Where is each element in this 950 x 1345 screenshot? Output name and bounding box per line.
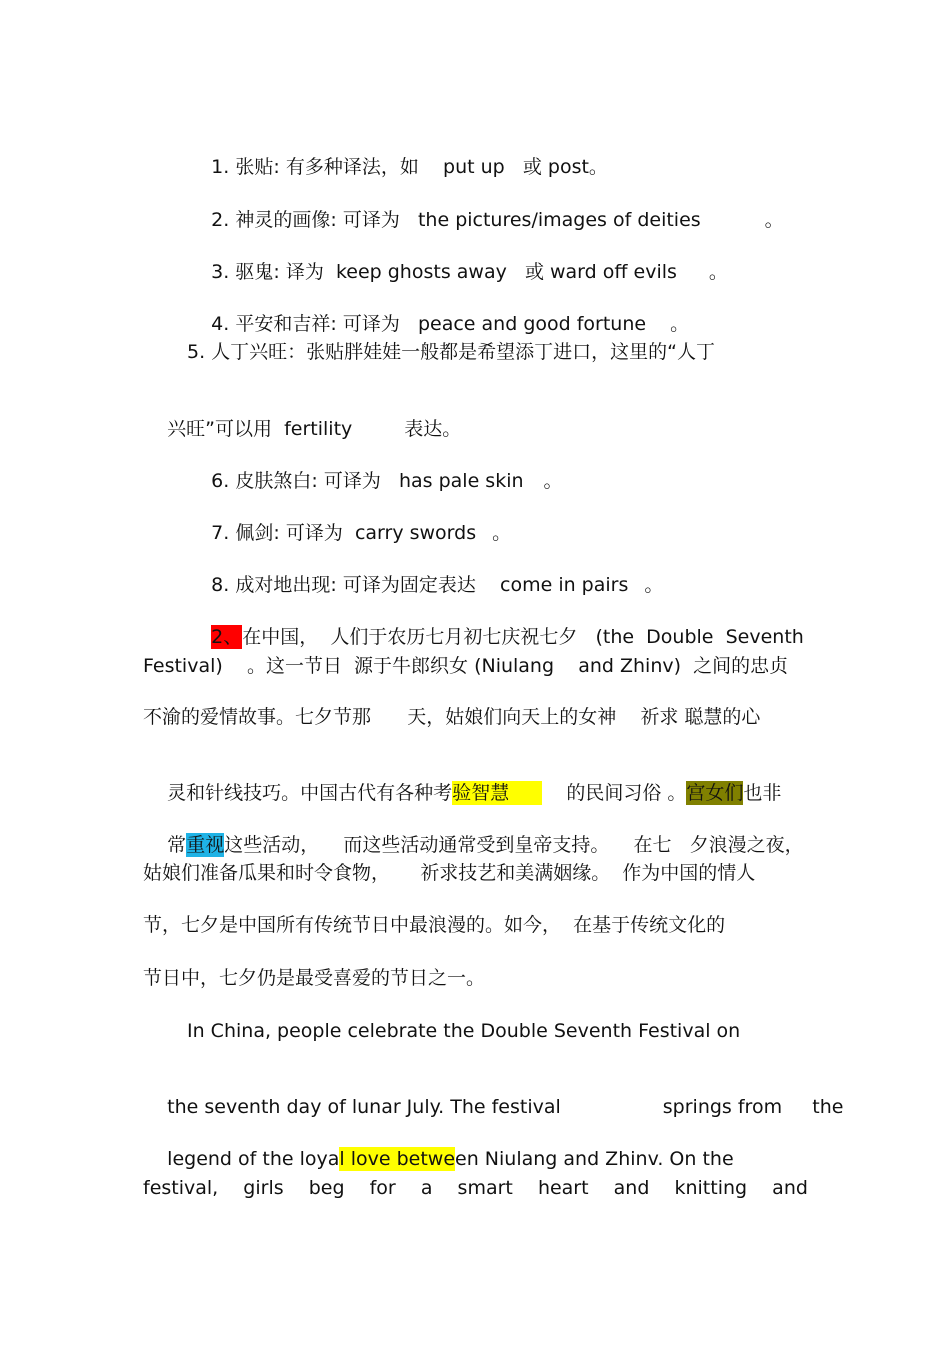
zh-para-line-3: 不渝的爱情故事。七夕节那 天，姑娘们向天上的女神 祈求 聪慧的心 xyxy=(143,706,761,728)
note-1: 1. 张贴: 有多种译法，如 put up 或 post。 xyxy=(211,156,608,178)
note-7: 7. 佩剑: 可译为 carry swords 。 xyxy=(211,522,512,544)
note-8: 8. 成对地出现: 可译为固定表达 come in pairs 。 xyxy=(211,574,664,596)
note-6: 6. 皮肤煞白: 可译为 has pale skin 。 xyxy=(211,470,563,492)
en-para-line-2: the seventh day of lunar July. The festival springs from the xyxy=(167,1096,844,1118)
note-3: 3. 驱鬼: 译为 keep ghosts away 或 ward off evils 。 xyxy=(211,261,728,283)
note-5-line-1: 5. 人丁兴旺：张贴胖娃娃一般都是希望添丁进口，这里的“人丁 xyxy=(187,341,716,363)
zh-para-line-7: 节，七夕是中国所有传统节日中最浪漫的。如今， 在基于传统文化的 xyxy=(143,914,726,936)
section-marker: 2、 xyxy=(211,626,243,648)
zh-para-line-8: 节日中，七夕仍是最受喜爱的节日之一。 xyxy=(143,967,486,989)
highlight-olive: 宫女们 xyxy=(686,782,744,804)
zh-para-line-4: 灵和针线技巧。中国古代有各种考验智慧 的民间习俗 。宫女们也非 xyxy=(167,782,782,804)
zh-para-line-5: 常重视这些活动， 而这些活动通常受到皇帝支持。 在七 夕浪漫之夜， xyxy=(167,834,804,856)
highlight-yellow: 验智慧 xyxy=(452,781,542,805)
zh-para-line-1: 2、在中国， 人们于农历七月初七庆祝七夕 (the Double Seventh xyxy=(211,626,804,648)
en-para-line-1: In China, people celebrate the Double Seventh Festival on xyxy=(187,1020,741,1042)
zh-para-line-6: 姑娘们准备瓜果和时令食物， 祈求技艺和美满姻缘。 作为中国的情人 xyxy=(143,862,756,884)
note-2: 2. 神灵的画像: 可译为 the pictures/images of deities 。 xyxy=(211,209,784,231)
note-4: 4. 平安和吉祥: 可译为 peace and good fortune 。 xyxy=(211,313,690,335)
en-para-line-4: festival, girls beg for a smart heart and knitting and xyxy=(143,1177,808,1199)
en-para-line-3: legend of the loyal love between Niulang and Zhinv. On the xyxy=(167,1148,734,1170)
zh-para-line-2: Festival) 。这一节日 源于牛郎织女 (Niulang and Zhinv) 之间的忠贞 xyxy=(143,655,789,677)
note-5-line-2: 兴旺”可以用 fertility 表达。 xyxy=(167,418,462,440)
highlight-yellow-en: l love betwe xyxy=(339,1148,456,1170)
highlight-cyan: 重视 xyxy=(186,834,225,856)
